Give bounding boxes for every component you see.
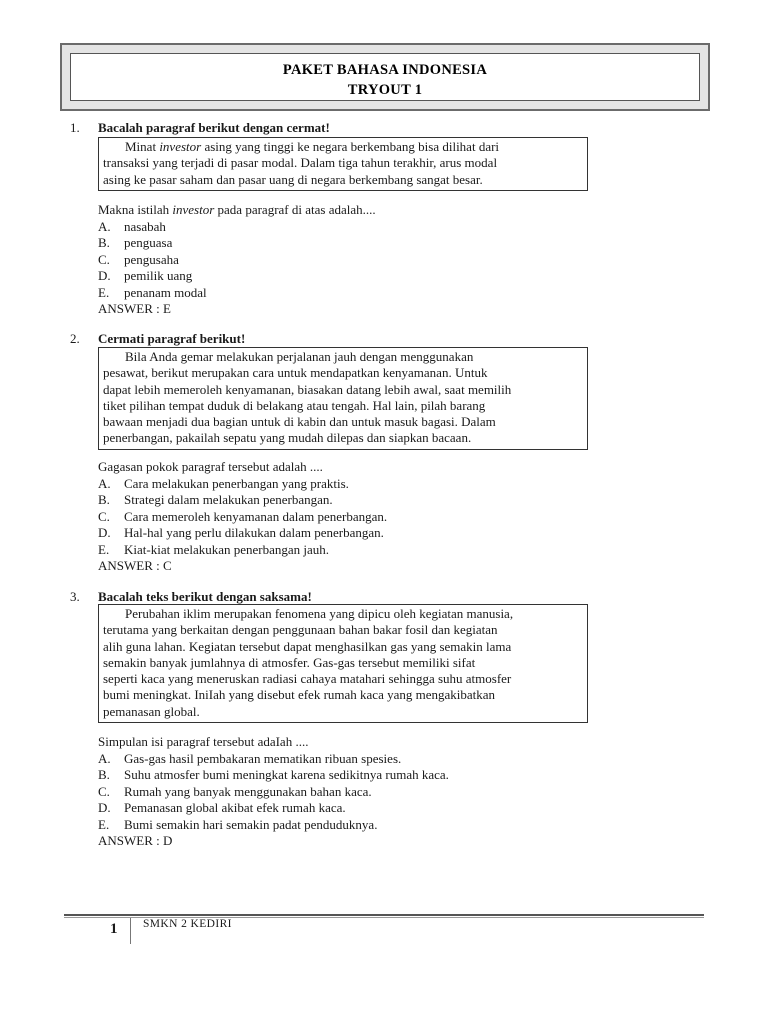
option-b: B. Suhu atmosfer bumi meningkat karena sedikitnya rumah kaca. bbox=[98, 767, 449, 782]
passage-line: bawaan menjadi dua bagian untuk di kabin dan untuk masuk bagasi. Dalam bbox=[103, 414, 496, 430]
passage-line: Bila Anda gemar melakukan perjalanan jauh dengan menggunakan bbox=[125, 349, 474, 364]
question-prompt: Simpulan isi paragraf tersebut adaIah .... bbox=[98, 734, 309, 749]
passage-line: seperti kaca yang meneruskan radiasi cahaya matahari sehingga suhu atmosfer bbox=[103, 671, 512, 687]
question-body bbox=[98, 459, 387, 575]
question-instruction: Bacalah teks berikut dengan saksama! bbox=[98, 589, 312, 604]
document-subtitle: TRYOUT 1 bbox=[347, 82, 423, 98]
title-box bbox=[70, 53, 700, 101]
footer-rule bbox=[64, 914, 704, 916]
question-body bbox=[98, 202, 376, 318]
question-number: 2. bbox=[70, 331, 80, 346]
question-number: 1. bbox=[70, 120, 80, 135]
passage-line: penerbangan, pakailah sepatu yang mudah dilepas dan siapkan bacaan. bbox=[103, 430, 472, 446]
footer-separator bbox=[130, 918, 131, 944]
passage-line: Perubahan iklim merupakan fenomena yang dipicu oleh kegiatan manusia, bbox=[125, 606, 514, 621]
option-b: B. penguasa bbox=[98, 235, 173, 250]
option-a: A. nasabah bbox=[98, 218, 166, 234]
passage-line: semakin banyak jumlahnya di atmosfer. Gas-gas tersebut memiliki sifat bbox=[103, 654, 476, 670]
answer-key: ANSWER : E bbox=[98, 301, 171, 316]
option-a: A. Gas-gas hasil pembakaran mematikan ribuan spesies. bbox=[98, 750, 402, 766]
title-frame bbox=[60, 43, 710, 111]
reading-passage bbox=[98, 347, 588, 450]
option-c: C. Cara memeroleh kenyamanan dalam penerbangan. bbox=[98, 508, 388, 524]
question-body bbox=[98, 734, 449, 850]
option-c: C. pengusaha bbox=[98, 251, 179, 267]
passage-line: Minat investor asing yang tinggi ke negara berkembang bisa dilihat dari bbox=[125, 139, 500, 154]
passage-line: tiket pilihan tempat duduk di belakang atau tengah. Hal lain, pilah barang bbox=[103, 397, 486, 413]
passage-line: transaksi yang terjadi di pasar modal. Dalam tiga tahun terakhir, arus modal bbox=[103, 155, 498, 171]
option-d: D. Hal-hal yang perlu dilakukan dalam penerbangan. bbox=[98, 525, 384, 540]
option-d: D. pemilik uang bbox=[98, 268, 193, 283]
passage-line: pemanasan global. bbox=[103, 703, 200, 719]
question-instruction: Bacalah paragraf berikut dengan cermat! bbox=[98, 120, 330, 135]
page-number: 1 bbox=[110, 921, 118, 937]
option-c: C. Rumah yang banyak menggunakan bahan kaca. bbox=[98, 783, 372, 799]
document-title: PAKET BAHASA INDONESIA bbox=[282, 62, 488, 78]
passage-line: terutama yang berkaitan dengan penggunaan bahan bakar fosil dan kegiatan bbox=[103, 622, 498, 638]
question-number: 3. bbox=[70, 589, 80, 604]
option-a: A. Cara melakukan penerbangan yang praktis. bbox=[98, 475, 349, 491]
question-instruction: Cermati paragraf berikut! bbox=[98, 331, 246, 346]
passage-line: bumi meningkat. IniIah yang disebut efek rumah kaca yang mengakibatkan bbox=[103, 687, 496, 703]
reading-passage bbox=[98, 604, 588, 723]
option-d: D. Pemanasan global akibat efek rumah kaca. bbox=[98, 800, 346, 815]
passage-line: dapat lebih memeroleh kenyamanan, biasakan datang lebih awal, saat memilih bbox=[103, 381, 512, 397]
answer-key: ANSWER : C bbox=[98, 558, 172, 573]
option-e: E. penanam modal bbox=[98, 284, 207, 300]
question-prompt: Gagasan pokok paragraf tersebut adalah .... bbox=[98, 459, 323, 474]
reading-passage bbox=[98, 137, 588, 191]
passage-line: asing ke pasar saham dan pasar uang di negara berkembang sangat besar. bbox=[103, 171, 483, 187]
option-e: E. Kiat-kiat melakukan penerbangan jauh. bbox=[98, 541, 330, 557]
passage-line: alih guna lahan. Kegiatan tersebut dapat menghasilkan gas yang semakin lama bbox=[103, 638, 512, 654]
question-prompt: Makna istilah investor pada paragraf di atas adalah.... bbox=[98, 202, 376, 217]
answer-key: ANSWER : D bbox=[98, 833, 173, 848]
passage-line: pesawat, berikut merupakan cara untuk mendapatkan kenyamanan. Untuk bbox=[103, 365, 488, 381]
option-b: B. Strategi dalam melakukan penerbangan. bbox=[98, 492, 333, 507]
option-e: E. Bumi semakin hari semakin padat penduduknya. bbox=[98, 816, 378, 832]
footer-school-name: SMKN 2 KEDIRI bbox=[143, 918, 232, 930]
